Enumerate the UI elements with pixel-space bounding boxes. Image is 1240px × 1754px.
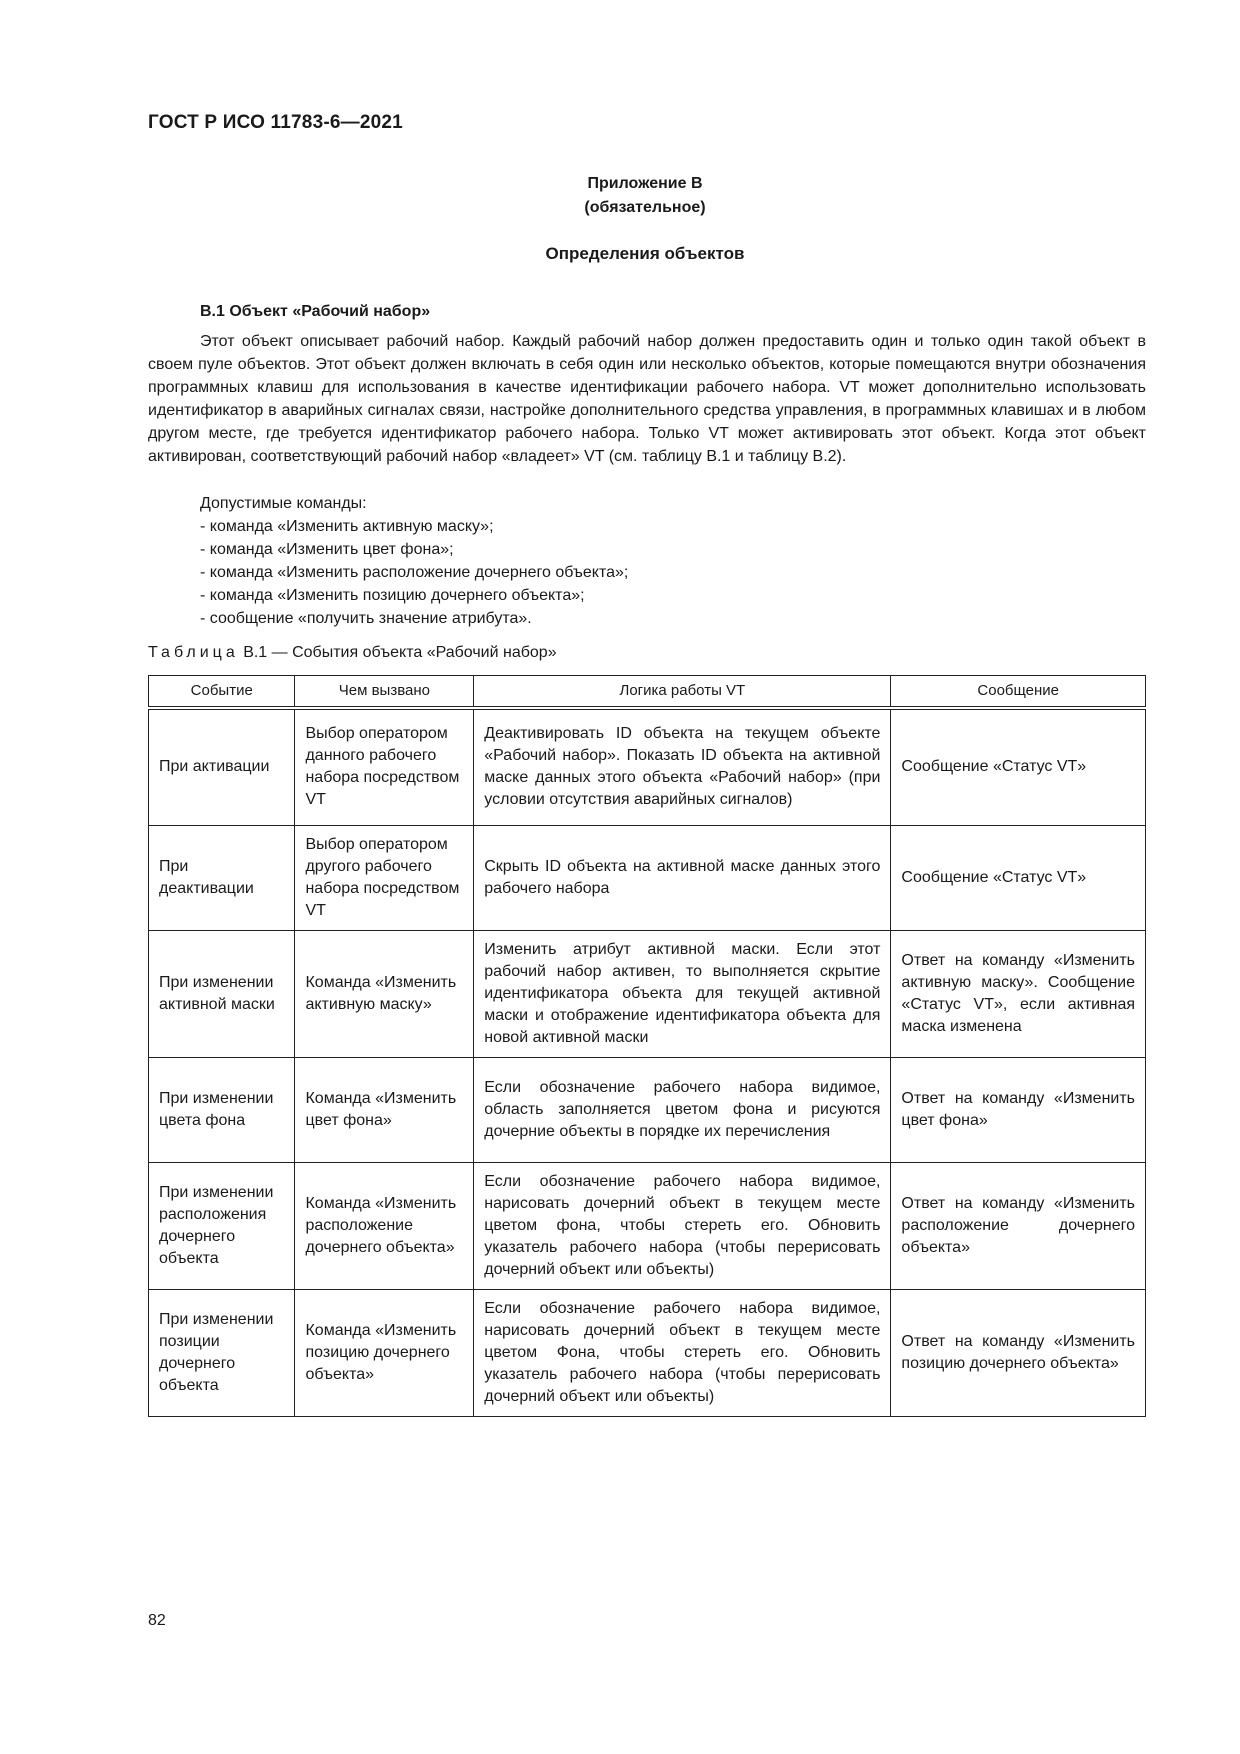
table-cell-cause: Команда «Изменить цвет фона» [295, 1057, 474, 1162]
table-cell-logic: Изменить атрибут активной маски. Если этот рабочий набор активен, то выполняется скрытие идентификатора объекта для текущей активной маски и отображение идентификатора объекта для новой активной маски [474, 930, 891, 1057]
allowed-commands [200, 492, 628, 630]
table-cell-event: При изменении расположения дочернего объекта [149, 1162, 295, 1289]
appendix-title: Приложение В [587, 175, 703, 192]
table-row [149, 930, 1146, 1057]
table-cell-message: Ответ на команду «Изменить активную маску». Сообщение «Статус VT», если активная маска изменена [891, 930, 1146, 1057]
standard-header: ГОСТ Р ИСО 11783-6—2021 [148, 112, 403, 133]
section-title: Определения объектов [545, 244, 745, 263]
table-cell-logic: Скрыть ID объекта на активной маске данных этого рабочего набора [474, 825, 891, 930]
table-cell-event: При изменении активной маски [149, 930, 295, 1057]
table-cell-logic: Если обозначение рабочего набора видимое, нарисовать дочерний объект в текущем месте цветом Фона, чтобы стереть его. Обновить указатель рабочего набора (чтобы перерисовать дочерний объект или объекты) [474, 1289, 891, 1416]
table-cell-event: При активации [149, 708, 295, 825]
list-item: - команда «Изменить расположение дочернего объекта»; [200, 561, 628, 584]
table-cell-logic: Если обозначение рабочего набора видимое, нарисовать дочерний объект в текущем месте цветом фона, чтобы стереть его. Обновить указатель рабочего набора (чтобы перерисовать дочерний объект или объекты) [474, 1162, 891, 1289]
table-caption-prefix: Таблица [148, 644, 239, 661]
table-cell-cause: Команда «Изменить расположение дочернего объекта» [295, 1162, 474, 1289]
table-cell-message: Сообщение «Статус VT» [891, 825, 1146, 930]
table-cell-cause: Команда «Изменить позицию дочернего объекта» [295, 1289, 474, 1416]
intro-paragraph: Этот объект описывает рабочий набор. Каждый рабочий набор должен предоставить один и только один такой объект в своем пуле объектов. Этот объект должен включать в себя один или несколько объектов, которые помещаются внутри обозначения программных клавиш для использования в качестве идентификации рабочего набора. VT может дополнительно использовать идентификатор в аварийных сигналах связи, настройке дополнительного средства управления, в программных клавишах и в любом другом месте, где требуется идентификатор рабочего набора. Только VT может активировать этот объект. Когда этот объект активирован, соответствующий рабочий набор «владеет» VT (см. таблицу В.1 и таблицу В.2). [148, 333, 1146, 465]
page-number: 82 [148, 1612, 166, 1629]
table-cell-message: Ответ на команду «Изменить расположение дочернего объекта» [891, 1162, 1146, 1289]
list-item: - команда «Изменить активную маску»; [200, 515, 628, 538]
table-caption [148, 644, 557, 662]
table-cell-logic: Деактивировать ID объекта на текущем объекте «Рабочий набор». Показать ID объекта на активной маске данных этого объекта «Рабочий набор» (при условии отсутствия аварийных сигналов) [474, 708, 891, 825]
table-row [149, 825, 1146, 930]
list-item: - сообщение «получить значение атрибута». [200, 607, 628, 630]
appendix-status: (обязательное) [584, 199, 706, 216]
appendix-heading [0, 172, 1240, 220]
events-table [148, 675, 1146, 1417]
commands-list [200, 515, 628, 630]
list-item: - команда «Изменить позицию дочернего объекта»; [200, 584, 628, 607]
table-cell-event: При деактивации [149, 825, 295, 930]
subsection-title: В.1 Объект «Рабочий набор» [200, 303, 431, 320]
table-cell-message: Ответ на команду «Изменить цвет фона» [891, 1057, 1146, 1162]
list-item: - команда «Изменить цвет фона»; [200, 538, 628, 561]
table-row [149, 1057, 1146, 1162]
column-header-logic: Логика работы VT [474, 676, 891, 709]
table-cell-cause: Команда «Изменить активную маску» [295, 930, 474, 1057]
table-caption-text: В.1 — События объекта «Рабочий набор» [243, 644, 557, 661]
table-cell-message: Сообщение «Статус VT» [891, 708, 1146, 825]
table-cell-cause: Выбор оператором данного рабочего набора посредством VT [295, 708, 474, 825]
table-cell-cause: Выбор оператором другого рабочего набора посредством VT [295, 825, 474, 930]
table-row [149, 708, 1146, 825]
table-header-row [149, 676, 1146, 709]
table-cell-logic: Если обозначение рабочего набора видимое, область заполняется цветом фона и рисуются дочерние объекты в порядке их перечисления [474, 1057, 891, 1162]
table-cell-event: При изменении позиции дочернего объекта [149, 1289, 295, 1416]
column-header-event: Событие [149, 676, 295, 709]
table-cell-message: Ответ на команду «Изменить позицию дочернего объекта» [891, 1289, 1146, 1416]
table-row [149, 1289, 1146, 1416]
commands-heading: Допустимые команды: [200, 495, 367, 512]
table-cell-event: При изменении цвета фона [149, 1057, 295, 1162]
column-header-cause: Чем вызвано [295, 676, 474, 709]
column-header-message: Сообщение [891, 676, 1146, 709]
intro-text [148, 330, 1146, 468]
table-row [149, 1162, 1146, 1289]
